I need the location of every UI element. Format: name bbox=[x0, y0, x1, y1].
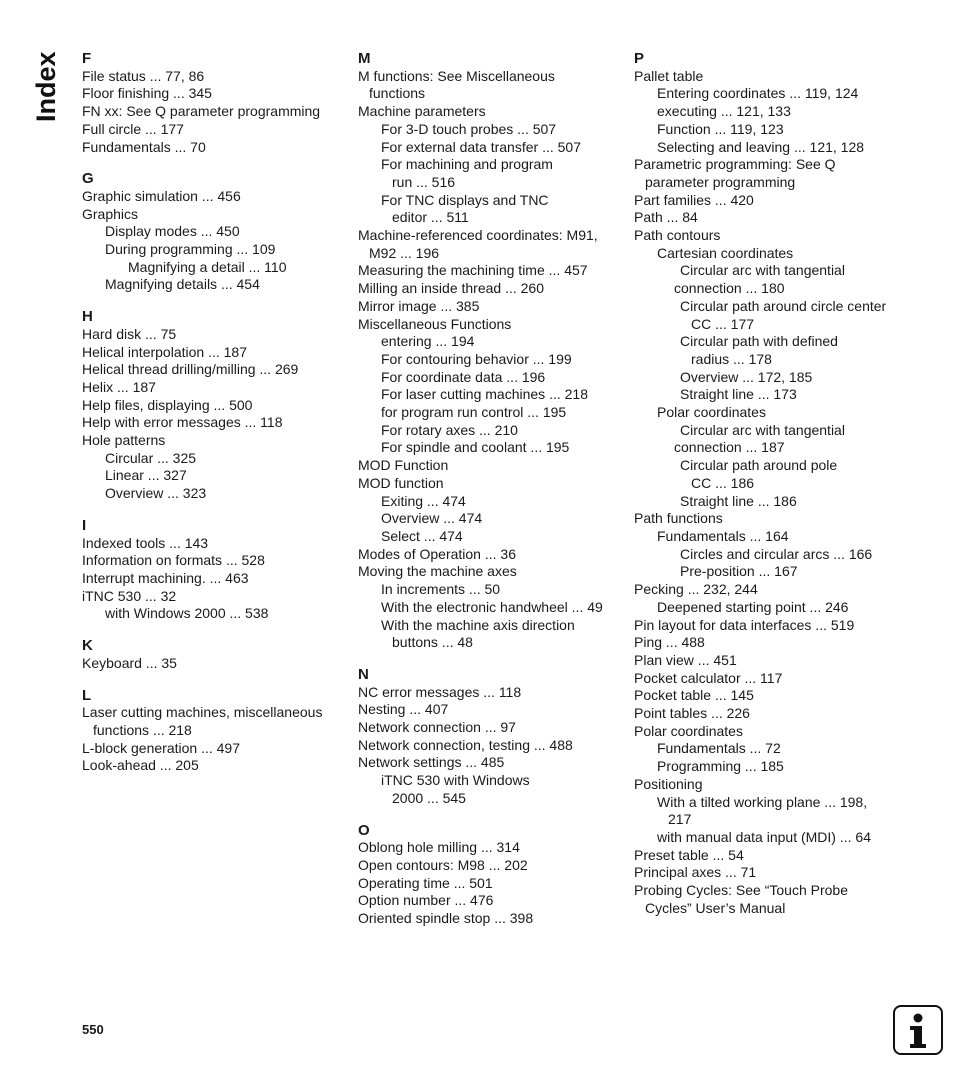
index-entry: entering ... 194 bbox=[381, 333, 475, 350]
index-entry: Helical interpolation ... 187 bbox=[82, 343, 247, 360]
index-entry: Oblong hole milling ... 314 bbox=[358, 839, 520, 856]
index-entry: With the machine axis direction bbox=[381, 616, 575, 633]
index-entry: CC ... 186 bbox=[691, 474, 755, 491]
index-entry: functions ... 218 bbox=[93, 721, 192, 738]
index-entry: Pallet table bbox=[634, 67, 704, 84]
index-entry: For spindle and coolant ... 195 bbox=[381, 439, 570, 456]
index-entry: Fundamentals ... 164 bbox=[657, 527, 789, 544]
index-entry: Machine-referenced coordinates: M91, bbox=[358, 227, 598, 244]
index-entry: editor ... 511 bbox=[392, 209, 469, 226]
index-entry: connection ... 187 bbox=[674, 439, 785, 456]
index-section-letter: P bbox=[634, 50, 645, 67]
index-section-letter: I bbox=[82, 516, 87, 534]
index-entry: MOD function bbox=[358, 474, 444, 491]
index-entry: FN xx: See Q parameter programming bbox=[82, 103, 321, 120]
index-entry: L-block generation ... 497 bbox=[82, 739, 240, 756]
index-entry: Display modes ... 450 bbox=[105, 223, 240, 240]
index-entry: File status ... 77, 86 bbox=[82, 67, 205, 84]
index-entry: Measuring the machining time ... 457 bbox=[358, 262, 588, 279]
index-entry: Circular path around circle center bbox=[680, 297, 887, 314]
index-entry: iTNC 530 with Windows bbox=[381, 772, 530, 789]
index-entry: For 3-D touch probes ... 507 bbox=[381, 120, 557, 137]
index-entry: Preset table ... 54 bbox=[634, 846, 744, 863]
index-entry: Option number ... 476 bbox=[358, 892, 494, 909]
index-entry: Floor finishing ... 345 bbox=[82, 85, 212, 102]
index-entry: Laser cutting machines, miscellaneous bbox=[82, 704, 323, 721]
index-entry: Network connection, testing ... 488 bbox=[358, 736, 573, 753]
index-entry: Operating time ... 501 bbox=[358, 874, 493, 891]
index-entry: Polar coordinates bbox=[657, 404, 766, 421]
index-section-letter: K bbox=[82, 637, 93, 655]
index-entry: Path functions bbox=[634, 510, 723, 527]
index-section-letter: G bbox=[82, 170, 94, 188]
index-column-2 bbox=[358, 50, 623, 928]
index-entry: 217 bbox=[668, 811, 692, 828]
index-section-letter: M bbox=[358, 50, 371, 67]
index-entry: Function ... 119, 123 bbox=[657, 120, 784, 137]
index-entry: Plan view ... 451 bbox=[634, 651, 737, 668]
index-entry: Network connection ... 97 bbox=[358, 719, 516, 736]
index-entry: Keyboard ... 35 bbox=[82, 654, 177, 671]
index-entry: Milling an inside thread ... 260 bbox=[358, 280, 544, 297]
index-entry: For coordinate data ... 196 bbox=[381, 368, 546, 385]
index-section-letter: H bbox=[82, 308, 93, 326]
index-entry: Network settings ... 485 bbox=[358, 754, 505, 771]
index-entry: CC ... 177 bbox=[691, 315, 755, 332]
index-entry: M92 ... 196 bbox=[369, 244, 440, 261]
index-entry: Parametric programming: See Q bbox=[634, 156, 836, 173]
index-section-letter: N bbox=[358, 665, 369, 683]
index-column-3 bbox=[634, 50, 899, 917]
index-entry: Oriented spindle stop ... 398 bbox=[358, 910, 534, 927]
info-icon bbox=[893, 1005, 943, 1055]
index-entry: Part families ... 420 bbox=[634, 191, 754, 208]
index-entry: For machining and program bbox=[381, 156, 553, 173]
index-entry: With a tilted working plane ... 198, bbox=[657, 793, 868, 810]
index-entry: Linear ... 327 bbox=[105, 467, 187, 484]
index-entry: Fundamentals ... 70 bbox=[82, 138, 206, 155]
index-entry: Pin layout for data interfaces ... 519 bbox=[634, 616, 855, 633]
index-entry: For contouring behavior ... 199 bbox=[381, 350, 572, 367]
index-section-letter: L bbox=[82, 686, 92, 704]
index-entry: NC error messages ... 118 bbox=[358, 683, 522, 700]
index-entry: Circular arc with tangential bbox=[680, 421, 845, 438]
index-entry: buttons ... 48 bbox=[392, 634, 473, 651]
index-entry: For laser cutting machines ... 218 bbox=[381, 386, 588, 403]
page-number: 550 bbox=[82, 1022, 104, 1037]
index-entry: Selecting and leaving ... 121, 128 bbox=[657, 138, 865, 155]
index-entry: Hard disk ... 75 bbox=[82, 325, 177, 342]
index-entry: Polar coordinates bbox=[634, 722, 743, 739]
index-entry: Pre-position ... 167 bbox=[680, 563, 798, 580]
index-entry: Overview ... 323 bbox=[105, 485, 207, 502]
index-entry: Circular path around pole bbox=[680, 457, 838, 474]
index-entry: for program run control ... 195 bbox=[381, 404, 567, 421]
index-entry: Mirror image ... 385 bbox=[358, 297, 480, 314]
index-entry: Cycles” User’s Manual bbox=[645, 899, 786, 916]
index-entry: Circular path with defined bbox=[680, 333, 838, 350]
index-entry: Straight line ... 173 bbox=[680, 386, 797, 403]
index-entry: Entering coordinates ... 119, 124 bbox=[657, 85, 859, 102]
index-entry: Select ... 474 bbox=[381, 527, 463, 544]
index-entry: radius ... 178 bbox=[691, 350, 772, 367]
index-entry: with Windows 2000 ... 538 bbox=[105, 605, 269, 622]
index-entry: For rotary axes ... 210 bbox=[381, 421, 518, 438]
index-entry: iTNC 530 ... 32 bbox=[82, 587, 177, 604]
index-side-title: Index bbox=[31, 51, 61, 122]
index-entry: Pecking ... 232, 244 bbox=[634, 581, 758, 598]
index-entry: Pocket table ... 145 bbox=[634, 687, 754, 704]
index-entry: Moving the machine axes bbox=[358, 563, 517, 580]
index-entry: Programming ... 185 bbox=[657, 758, 784, 775]
index-entry: Indexed tools ... 143 bbox=[82, 534, 209, 551]
index-entry: Look-ahead ... 205 bbox=[82, 757, 199, 774]
index-entry: Full circle ... 177 bbox=[82, 120, 184, 137]
index-entry: Overview ... 474 bbox=[381, 510, 483, 527]
index-entry: Exiting ... 474 bbox=[381, 492, 466, 509]
index-entry: Ping ... 488 bbox=[634, 634, 705, 651]
index-entry: functions bbox=[369, 85, 426, 102]
index-entry: Help with error messages ... 118 bbox=[82, 414, 283, 431]
index-entry: Modes of Operation ... 36 bbox=[358, 545, 516, 562]
index-entry: Point tables ... 226 bbox=[634, 705, 750, 722]
index-entry: In increments ... 50 bbox=[381, 581, 501, 598]
index-entry: Machine parameters bbox=[358, 103, 486, 120]
index-entry: Magnifying a detail ... 110 bbox=[128, 258, 287, 275]
index-entry: Circular arc with tangential bbox=[680, 262, 845, 279]
index-entry: Interrupt machining. ... 463 bbox=[82, 569, 249, 586]
index-entry: Hole patterns bbox=[82, 432, 166, 449]
index-column-1 bbox=[82, 50, 347, 775]
index-entry: Positioning bbox=[634, 775, 703, 792]
index-entry: executing ... 121, 133 bbox=[657, 103, 791, 120]
index-entry: Circular ... 325 bbox=[105, 449, 197, 466]
index-entry: Cartesian coordinates bbox=[657, 244, 794, 261]
index-section-letter: O bbox=[358, 821, 370, 839]
index-entry: Principal axes ... 71 bbox=[634, 864, 757, 881]
index-entry: Path ... 84 bbox=[634, 209, 698, 226]
index-entry: Graphic simulation ... 456 bbox=[82, 187, 241, 204]
index-entry: M functions: See Miscellaneous bbox=[358, 67, 555, 84]
index-entry: 2000 ... 545 bbox=[392, 789, 466, 806]
index-entry: Magnifying details ... 454 bbox=[105, 276, 260, 293]
index-entry: parameter programming bbox=[645, 173, 796, 190]
index-entry: Nesting ... 407 bbox=[358, 701, 449, 718]
index-section-letter: F bbox=[82, 50, 92, 67]
index-entry: Probing Cycles: See “Touch Probe bbox=[634, 882, 848, 899]
index-entry: During programming ... 109 bbox=[105, 241, 276, 258]
index-entry: Deepened starting point ... 246 bbox=[657, 598, 849, 615]
index-entry: Help files, displaying ... 500 bbox=[82, 396, 253, 413]
index-entry: For TNC displays and TNC bbox=[381, 191, 549, 208]
index-entry: Miscellaneous Functions bbox=[358, 315, 512, 332]
index-entry: With the electronic handwheel ... 49 bbox=[381, 598, 603, 615]
index-entry: Helical thread drilling/milling ... 269 bbox=[82, 361, 299, 378]
index-entry: Graphics bbox=[82, 205, 139, 222]
index-entry: Information on formats ... 528 bbox=[82, 552, 265, 569]
index-entry: Overview ... 172, 185 bbox=[680, 368, 813, 385]
index-entry: Open contours: M98 ... 202 bbox=[358, 856, 528, 873]
index-entry: Fundamentals ... 72 bbox=[657, 740, 781, 757]
index-entry: with manual data input (MDI) ... 64 bbox=[657, 828, 871, 845]
index-entry: For external data transfer ... 507 bbox=[381, 138, 581, 155]
index-entry: Helix ... 187 bbox=[82, 378, 156, 395]
index-entry: connection ... 180 bbox=[674, 280, 785, 297]
index-entry: Circles and circular arcs ... 166 bbox=[680, 545, 873, 562]
index-entry: Pocket calculator ... 117 bbox=[634, 669, 783, 686]
index-entry: MOD Function bbox=[358, 457, 449, 474]
index-entry: Straight line ... 186 bbox=[680, 492, 797, 509]
index-entry: Path contours bbox=[634, 227, 721, 244]
index-entry: run ... 516 bbox=[392, 173, 456, 190]
